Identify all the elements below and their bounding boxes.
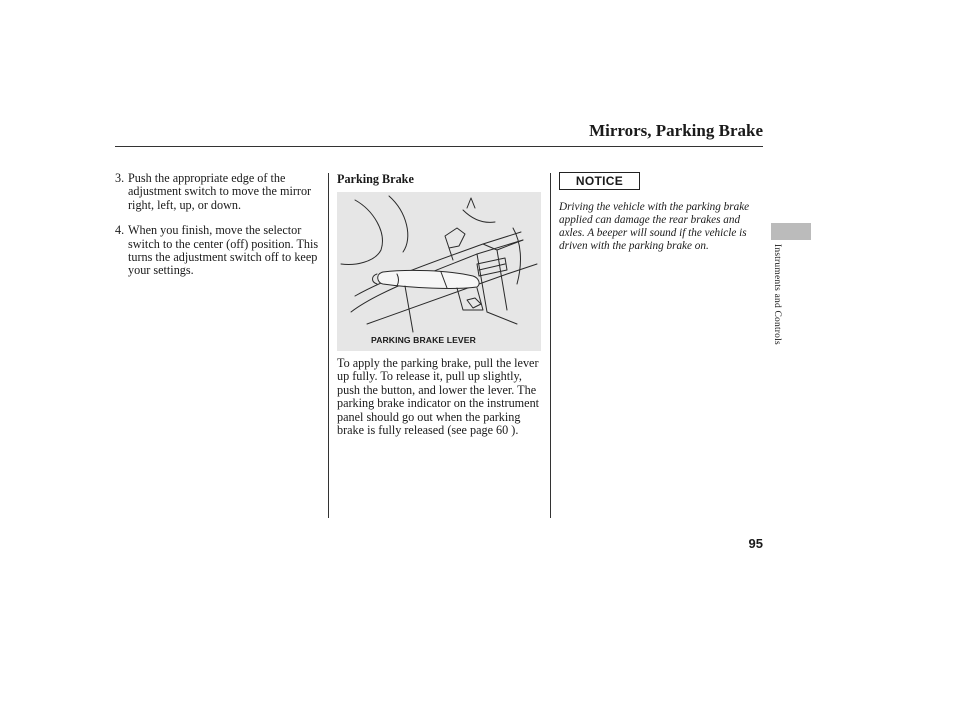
section-heading: Parking Brake <box>337 172 414 186</box>
notice-label: NOTICE <box>559 172 640 190</box>
instruction-column <box>115 172 325 290</box>
figure-caption: PARKING BRAKE LEVER <box>371 335 476 345</box>
step-item <box>115 224 325 278</box>
column-divider-right <box>550 173 551 518</box>
section-tab-marker <box>771 223 811 240</box>
parking-brake-illustration <box>337 192 541 351</box>
step-item <box>115 172 325 212</box>
parking-brake-instructions: To apply the parking brake, pull the lever up fully. To release it, pull up slightly, push the button, and lower the lever. The parking brake indicator on the instrument panel should go out when the parking brake is fully released (see page 60 ). <box>337 356 540 438</box>
parking-brake-drawing <box>337 192 541 351</box>
column-divider-left <box>328 173 329 518</box>
step-text: When you finish, move the selector switch to the center (off) position. This turns the adjustment switch off to keep your settings. <box>128 223 319 278</box>
section-tab-label: Instruments and Controls <box>772 244 782 345</box>
notice-text: Driving the vehicle with the parking brake applied can damage the rear brakes and axles. A beeper will sound if the vehicle is driven with the parking brake on. <box>559 201 750 252</box>
parking-brake-column <box>337 172 543 450</box>
step-text: Push the appropriate edge of the adjustment switch to move the mirror right, left, up, or down. <box>128 171 312 212</box>
page-title: Mirrors, Parking Brake <box>589 121 763 140</box>
title-divider <box>115 146 763 147</box>
step-number: 4. <box>115 223 125 238</box>
page-number: 95 <box>748 536 763 551</box>
notice-column <box>559 172 763 264</box>
step-number: 3. <box>115 171 125 185</box>
